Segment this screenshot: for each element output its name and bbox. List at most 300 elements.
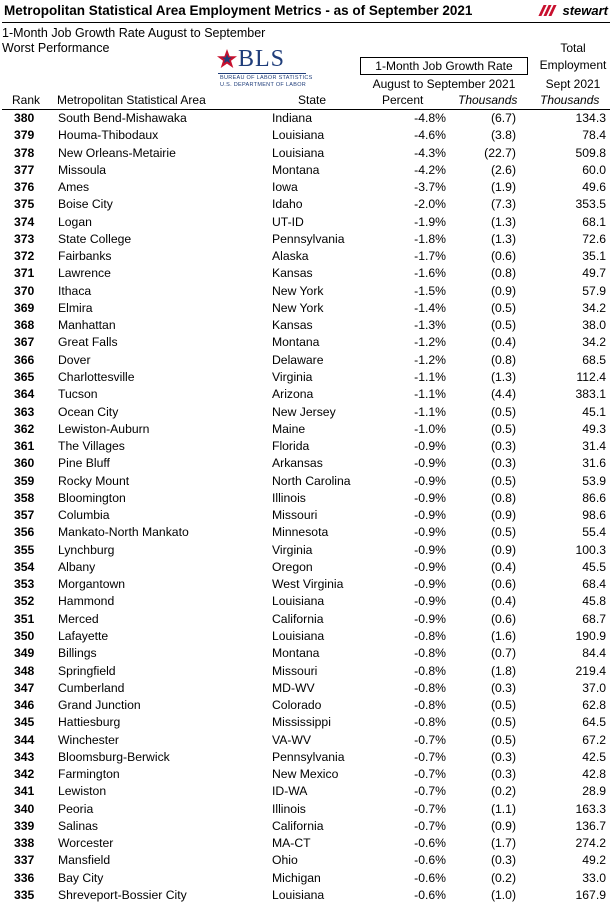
cell-percent: -1.1% <box>414 387 446 402</box>
subtitle-performance: Worst Performance <box>2 41 110 55</box>
cell-msa: Lynchburg <box>58 542 115 557</box>
cell-thousands: (0.4) <box>490 559 516 574</box>
cell-employment: 33.0 <box>582 870 606 885</box>
cell-percent: -1.5% <box>414 283 446 298</box>
cell-msa: Billings <box>58 646 97 661</box>
cell-rank: 379 <box>14 128 35 143</box>
table-row <box>0 369 612 386</box>
table-row <box>0 404 612 421</box>
cell-state: Louisiana <box>272 887 325 902</box>
cell-thousands: (0.9) <box>490 283 516 298</box>
table-row <box>0 870 612 887</box>
cell-thousands: (0.2) <box>490 784 516 799</box>
cell-employment: 134.3 <box>575 111 606 125</box>
bls-star-icon <box>216 48 238 70</box>
cell-rank: 355 <box>14 542 35 557</box>
cell-rank: 356 <box>14 525 35 540</box>
cell-thousands: (2.6) <box>490 162 516 177</box>
cell-state: UT-ID <box>272 214 304 229</box>
cell-state: West Virginia <box>272 577 344 592</box>
cell-msa: Springfield <box>58 663 116 678</box>
cell-thousands: (0.3) <box>490 749 516 764</box>
cell-msa: Albany <box>58 559 96 574</box>
subtitle: 1-Month Job Growth Rate August to September <box>2 26 266 40</box>
cell-employment: 42.5 <box>582 749 606 764</box>
cell-state: Colorado <box>272 698 322 713</box>
cell-thousands: (0.5) <box>490 698 516 713</box>
cell-state: Virginia <box>272 542 313 557</box>
cell-thousands: (0.3) <box>490 680 516 695</box>
cell-state: Kansas <box>272 266 313 281</box>
cell-state: Maine <box>272 421 306 436</box>
cell-msa: Logan <box>58 214 92 229</box>
cell-rank: 351 <box>14 611 35 626</box>
table-row <box>0 231 612 248</box>
cell-percent: -1.1% <box>414 369 446 384</box>
cell-state: Alaska <box>272 249 309 264</box>
cell-employment: 67.2 <box>582 732 606 747</box>
table-row <box>0 110 612 127</box>
cell-rank: 367 <box>14 335 35 350</box>
cell-rank: 370 <box>14 283 35 298</box>
cell-employment: 45.8 <box>582 594 606 609</box>
column-header-employment-thousands: Thousands <box>540 93 600 107</box>
cell-percent: -0.8% <box>414 663 446 678</box>
table-row <box>0 473 612 490</box>
cell-rank: 373 <box>14 231 35 246</box>
column-header-state: State <box>298 93 327 107</box>
cell-thousands: (0.6) <box>490 611 516 626</box>
cell-state: North Carolina <box>272 473 351 488</box>
cell-state: ID-WA <box>272 784 308 799</box>
cell-employment: 84.4 <box>582 646 606 661</box>
cell-thousands: (1.0) <box>490 887 516 902</box>
employment-header-period: Sept 2021 <box>545 77 601 91</box>
cell-state: Delaware <box>272 352 324 367</box>
cell-msa: Manhattan <box>58 318 116 333</box>
cell-state: Pennsylvania <box>272 749 345 764</box>
cell-thousands: (0.4) <box>490 335 516 350</box>
cell-rank: 335 <box>14 887 35 902</box>
table-row <box>0 145 612 162</box>
cell-percent: -0.6% <box>414 836 446 851</box>
table-row <box>0 714 612 731</box>
cell-state: Idaho <box>272 197 303 212</box>
cell-percent: -0.9% <box>414 473 446 488</box>
cell-thousands: (0.3) <box>490 767 516 782</box>
cell-state: MA-CT <box>272 836 311 851</box>
cell-state: Michigan <box>272 870 321 885</box>
cell-thousands: (0.3) <box>490 853 516 868</box>
cell-state: Missouri <box>272 663 318 678</box>
cell-employment: 28.9 <box>582 784 606 799</box>
cell-msa: Winchester <box>58 732 119 747</box>
table-body <box>0 110 612 904</box>
cell-rank: 345 <box>14 715 35 730</box>
cell-thousands: (0.5) <box>490 318 516 333</box>
cell-msa: Fairbanks <box>58 249 112 264</box>
cell-employment: 57.9 <box>582 283 606 298</box>
cell-percent: -0.9% <box>414 559 446 574</box>
cell-thousands: (1.1) <box>490 801 516 816</box>
cell-msa: Bay City <box>58 870 104 885</box>
cell-employment: 49.2 <box>582 853 606 868</box>
cell-msa: State College <box>58 231 132 246</box>
cell-percent: -4.8% <box>414 111 446 125</box>
cell-state: Montana <box>272 335 320 350</box>
cell-thousands: (0.5) <box>490 732 516 747</box>
column-headers <box>0 93 612 109</box>
cell-percent: -0.7% <box>414 732 446 747</box>
cell-rank: 363 <box>14 404 35 419</box>
cell-rank: 344 <box>14 732 35 747</box>
cell-msa: Hammond <box>58 594 115 609</box>
cell-thousands: (0.8) <box>490 352 516 367</box>
cell-employment: 72.6 <box>582 231 606 246</box>
table-row <box>0 663 612 680</box>
cell-rank: 337 <box>14 853 35 868</box>
cell-percent: -1.4% <box>414 300 446 315</box>
cell-employment: 98.6 <box>582 508 606 523</box>
cell-percent: -0.9% <box>414 490 446 505</box>
cell-rank: 347 <box>14 680 35 695</box>
cell-msa: Grand Junction <box>58 698 141 713</box>
cell-msa: Charlottesville <box>58 369 135 384</box>
cell-rank: 350 <box>14 628 35 643</box>
table-row <box>0 732 612 749</box>
cell-msa: South Bend-Mishawaka <box>58 111 187 125</box>
cell-percent: -1.7% <box>414 249 446 264</box>
table-row <box>0 283 612 300</box>
table-row <box>0 852 612 869</box>
bls-divider <box>218 73 306 74</box>
cell-percent: -0.8% <box>414 715 446 730</box>
cell-percent: -0.9% <box>414 542 446 557</box>
table-row <box>0 887 612 904</box>
cell-employment: 219.4 <box>575 663 606 678</box>
cell-rank: 346 <box>14 698 35 713</box>
cell-thousands: (0.2) <box>490 870 516 885</box>
cell-state: Illinois <box>272 801 306 816</box>
cell-employment: 383.1 <box>575 387 606 402</box>
cell-state: Pennsylvania <box>272 231 345 246</box>
column-header-percent: Percent <box>382 93 424 107</box>
page-title: Metropolitan Statistical Area Employment Metrics - as of September 2021 <box>4 3 473 18</box>
table-row <box>0 317 612 334</box>
cell-state: Arkansas <box>272 456 323 471</box>
cell-rank: 358 <box>14 490 35 505</box>
cell-employment: 49.7 <box>582 266 606 281</box>
growth-rate-header: 1-Month Job Growth Rate <box>360 57 528 75</box>
cell-msa: Tucson <box>58 387 98 402</box>
brand-name: stewart <box>562 3 608 18</box>
table-row <box>0 783 612 800</box>
cell-percent: -0.8% <box>414 698 446 713</box>
cell-state: Louisiana <box>272 628 325 643</box>
cell-msa: Mansfield <box>58 853 111 868</box>
cell-rank: 338 <box>14 836 35 851</box>
cell-percent: -1.6% <box>414 266 446 281</box>
bls-department: U.S. DEPARTMENT OF LABOR <box>220 82 307 88</box>
cell-msa: Boise City <box>58 197 113 212</box>
table-row <box>0 645 612 662</box>
cell-employment: 60.0 <box>582 162 606 177</box>
cell-employment: 49.3 <box>582 421 606 436</box>
cell-thousands: (0.8) <box>490 266 516 281</box>
cell-rank: 349 <box>14 646 35 661</box>
cell-rank: 340 <box>14 801 35 816</box>
cell-percent: -1.2% <box>414 335 446 350</box>
table-row <box>0 628 612 645</box>
cell-rank: 365 <box>14 369 35 384</box>
cell-percent: -0.9% <box>414 456 446 471</box>
cell-rank: 368 <box>14 318 35 333</box>
cell-employment: 274.2 <box>575 836 606 851</box>
cell-rank: 342 <box>14 767 35 782</box>
cell-state: VA-WV <box>272 732 312 747</box>
cell-rank: 343 <box>14 749 35 764</box>
cell-employment: 34.2 <box>582 300 606 315</box>
cell-employment: 31.4 <box>582 439 606 454</box>
cell-rank: 353 <box>14 577 35 592</box>
table-row <box>0 490 612 507</box>
cell-employment: 100.3 <box>575 542 606 557</box>
cell-state: Mississippi <box>272 715 331 730</box>
table-row <box>0 593 612 610</box>
table-row <box>0 766 612 783</box>
cell-rank: 354 <box>14 559 35 574</box>
cell-rank: 372 <box>14 249 35 264</box>
cell-msa: Hattiesburg <box>58 715 121 730</box>
cell-msa: Ithaca <box>58 283 92 298</box>
cell-state: Montana <box>272 162 320 177</box>
cell-msa: New Orleans-Metairie <box>58 145 176 160</box>
cell-thousands: (0.5) <box>490 473 516 488</box>
cell-msa: Mankato-North Mankato <box>58 525 189 540</box>
cell-rank: 357 <box>14 508 35 523</box>
cell-state: Florida <box>272 439 310 454</box>
cell-rank: 369 <box>14 300 35 315</box>
title-bar <box>0 0 612 23</box>
bls-wordmark: BLS <box>238 46 286 72</box>
cell-percent: -0.8% <box>414 680 446 695</box>
cell-msa: Ocean City <box>58 404 119 419</box>
cell-state: Kansas <box>272 318 313 333</box>
cell-employment: 35.1 <box>582 249 606 264</box>
cell-percent: -0.6% <box>414 887 446 902</box>
cell-percent: -0.7% <box>414 749 446 764</box>
stewart-mark-icon <box>539 5 559 16</box>
cell-employment: 163.3 <box>575 801 606 816</box>
cell-state: Oregon <box>272 559 313 574</box>
cell-msa: Great Falls <box>58 335 118 350</box>
cell-employment: 34.2 <box>582 335 606 350</box>
cell-rank: 361 <box>14 439 35 454</box>
cell-thousands: (0.6) <box>490 249 516 264</box>
cell-msa: Bloomington <box>58 490 126 505</box>
cell-rank: 378 <box>14 145 35 160</box>
table-row <box>0 801 612 818</box>
column-header-msa: Metropolitan Statistical Area <box>57 93 206 107</box>
cell-state: Missouri <box>272 508 318 523</box>
cell-percent: -0.6% <box>414 853 446 868</box>
cell-state: California <box>272 818 324 833</box>
table-row <box>0 179 612 196</box>
table-row <box>0 559 612 576</box>
cell-percent: -4.6% <box>414 128 446 143</box>
cell-employment: 45.5 <box>582 559 606 574</box>
cell-state: Arizona <box>272 387 314 402</box>
cell-employment: 45.1 <box>582 404 606 419</box>
cell-state: Virginia <box>272 369 313 384</box>
cell-msa: Peoria <box>58 801 94 816</box>
stewart-logo <box>539 3 608 18</box>
cell-employment: 353.5 <box>575 197 606 212</box>
cell-rank: 376 <box>14 180 35 195</box>
cell-thousands: (22.7) <box>484 145 516 160</box>
cell-rank: 380 <box>14 111 35 125</box>
cell-thousands: (0.5) <box>490 421 516 436</box>
table-row <box>0 749 612 766</box>
cell-state: Illinois <box>272 490 306 505</box>
cell-employment: 68.5 <box>582 352 606 367</box>
cell-msa: Farmington <box>58 767 120 782</box>
cell-percent: -3.7% <box>414 180 446 195</box>
cell-rank: 362 <box>14 421 35 436</box>
table-row <box>0 334 612 351</box>
cell-msa: Merced <box>58 611 99 626</box>
cell-percent: -0.9% <box>414 594 446 609</box>
column-header-rank: Rank <box>12 93 41 107</box>
cell-employment: 53.9 <box>582 473 606 488</box>
cell-percent: -1.8% <box>414 231 446 246</box>
table-row <box>0 680 612 697</box>
cell-thousands: (4.4) <box>490 387 516 402</box>
table-row <box>0 697 612 714</box>
table-row <box>0 421 612 438</box>
table-row <box>0 818 612 835</box>
table-row <box>0 265 612 282</box>
cell-employment: 42.8 <box>582 767 606 782</box>
cell-thousands: (0.8) <box>490 490 516 505</box>
cell-msa: Dover <box>58 352 91 367</box>
cell-rank: 375 <box>14 197 35 212</box>
cell-percent: -0.8% <box>414 628 446 643</box>
growth-period-header: August to September 2021 <box>372 77 516 91</box>
cell-msa: Cumberland <box>58 680 125 695</box>
table-row <box>0 835 612 852</box>
cell-thousands: (0.4) <box>490 594 516 609</box>
cell-employment: 68.4 <box>582 577 606 592</box>
cell-state: Iowa <box>272 180 298 195</box>
cell-state: Indiana <box>272 111 312 125</box>
cell-state: MD-WV <box>272 680 315 695</box>
cell-rank: 336 <box>14 870 35 885</box>
cell-employment: 55.4 <box>582 525 606 540</box>
employment-header-employment: Employment <box>539 58 607 72</box>
table-row <box>0 542 612 559</box>
cell-employment: 190.9 <box>575 628 606 643</box>
cell-thousands: (7.3) <box>490 197 516 212</box>
cell-percent: -0.9% <box>414 508 446 523</box>
cell-state: Ohio <box>272 853 298 868</box>
cell-msa: Shreveport-Bossier City <box>58 887 187 902</box>
table-row <box>0 127 612 144</box>
cell-rank: 352 <box>14 594 35 609</box>
cell-percent: -0.7% <box>414 818 446 833</box>
cell-thousands: (0.5) <box>490 404 516 419</box>
cell-msa: Columbia <box>58 508 110 523</box>
cell-state: New York <box>272 283 324 298</box>
cell-percent: -0.9% <box>414 439 446 454</box>
cell-percent: -0.8% <box>414 646 446 661</box>
cell-msa: Lafayette <box>58 628 109 643</box>
table-row <box>0 576 612 593</box>
cell-thousands: (0.9) <box>490 818 516 833</box>
cell-percent: -0.7% <box>414 784 446 799</box>
cell-thousands: (0.3) <box>490 439 516 454</box>
cell-rank: 360 <box>14 456 35 471</box>
table-row <box>0 196 612 213</box>
cell-thousands: (0.6) <box>490 577 516 592</box>
cell-thousands: (0.5) <box>490 525 516 540</box>
table-row <box>0 438 612 455</box>
cell-thousands: (1.8) <box>490 663 516 678</box>
cell-msa: Elmira <box>58 300 93 315</box>
cell-thousands: (0.9) <box>490 542 516 557</box>
cell-employment: 64.5 <box>582 715 606 730</box>
cell-thousands: (1.6) <box>490 628 516 643</box>
cell-msa: Rocky Mount <box>58 473 130 488</box>
bls-logo <box>216 46 313 92</box>
cell-employment: 167.9 <box>575 887 606 902</box>
cell-percent: -0.9% <box>414 577 446 592</box>
cell-employment: 68.7 <box>582 611 606 626</box>
table-row <box>0 248 612 265</box>
cell-state: California <box>272 611 324 626</box>
cell-percent: -0.7% <box>414 801 446 816</box>
cell-percent: -4.2% <box>414 162 446 177</box>
cell-msa: Pine Bluff <box>58 456 110 471</box>
cell-employment: 86.6 <box>582 490 606 505</box>
cell-state: New Mexico <box>272 767 339 782</box>
cell-thousands: (3.8) <box>490 128 516 143</box>
cell-rank: 339 <box>14 818 35 833</box>
cell-rank: 359 <box>14 473 35 488</box>
cell-state: Minnesota <box>272 525 329 540</box>
cell-rank: 377 <box>14 162 35 177</box>
cell-percent: -4.3% <box>414 145 446 160</box>
cell-percent: -1.9% <box>414 214 446 229</box>
cell-thousands: (0.5) <box>490 300 516 315</box>
cell-thousands: (1.3) <box>490 214 516 229</box>
cell-thousands: (0.3) <box>490 456 516 471</box>
cell-msa: Worcester <box>58 836 114 851</box>
cell-employment: 78.4 <box>582 128 606 143</box>
bls-subtitle: BUREAU OF LABOR STATISTICS <box>220 75 313 81</box>
cell-employment: 31.6 <box>582 456 606 471</box>
cell-msa: Morgantown <box>58 577 126 592</box>
cell-employment: 68.1 <box>582 214 606 229</box>
cell-employment: 509.8 <box>575 145 606 160</box>
cell-percent: -0.9% <box>414 611 446 626</box>
cell-msa: Houma-Thibodaux <box>58 128 159 143</box>
cell-percent: -0.6% <box>414 870 446 885</box>
cell-percent: -0.9% <box>414 525 446 540</box>
cell-thousands: (0.9) <box>490 508 516 523</box>
table-row <box>0 214 612 231</box>
cell-state: Louisiana <box>272 145 325 160</box>
